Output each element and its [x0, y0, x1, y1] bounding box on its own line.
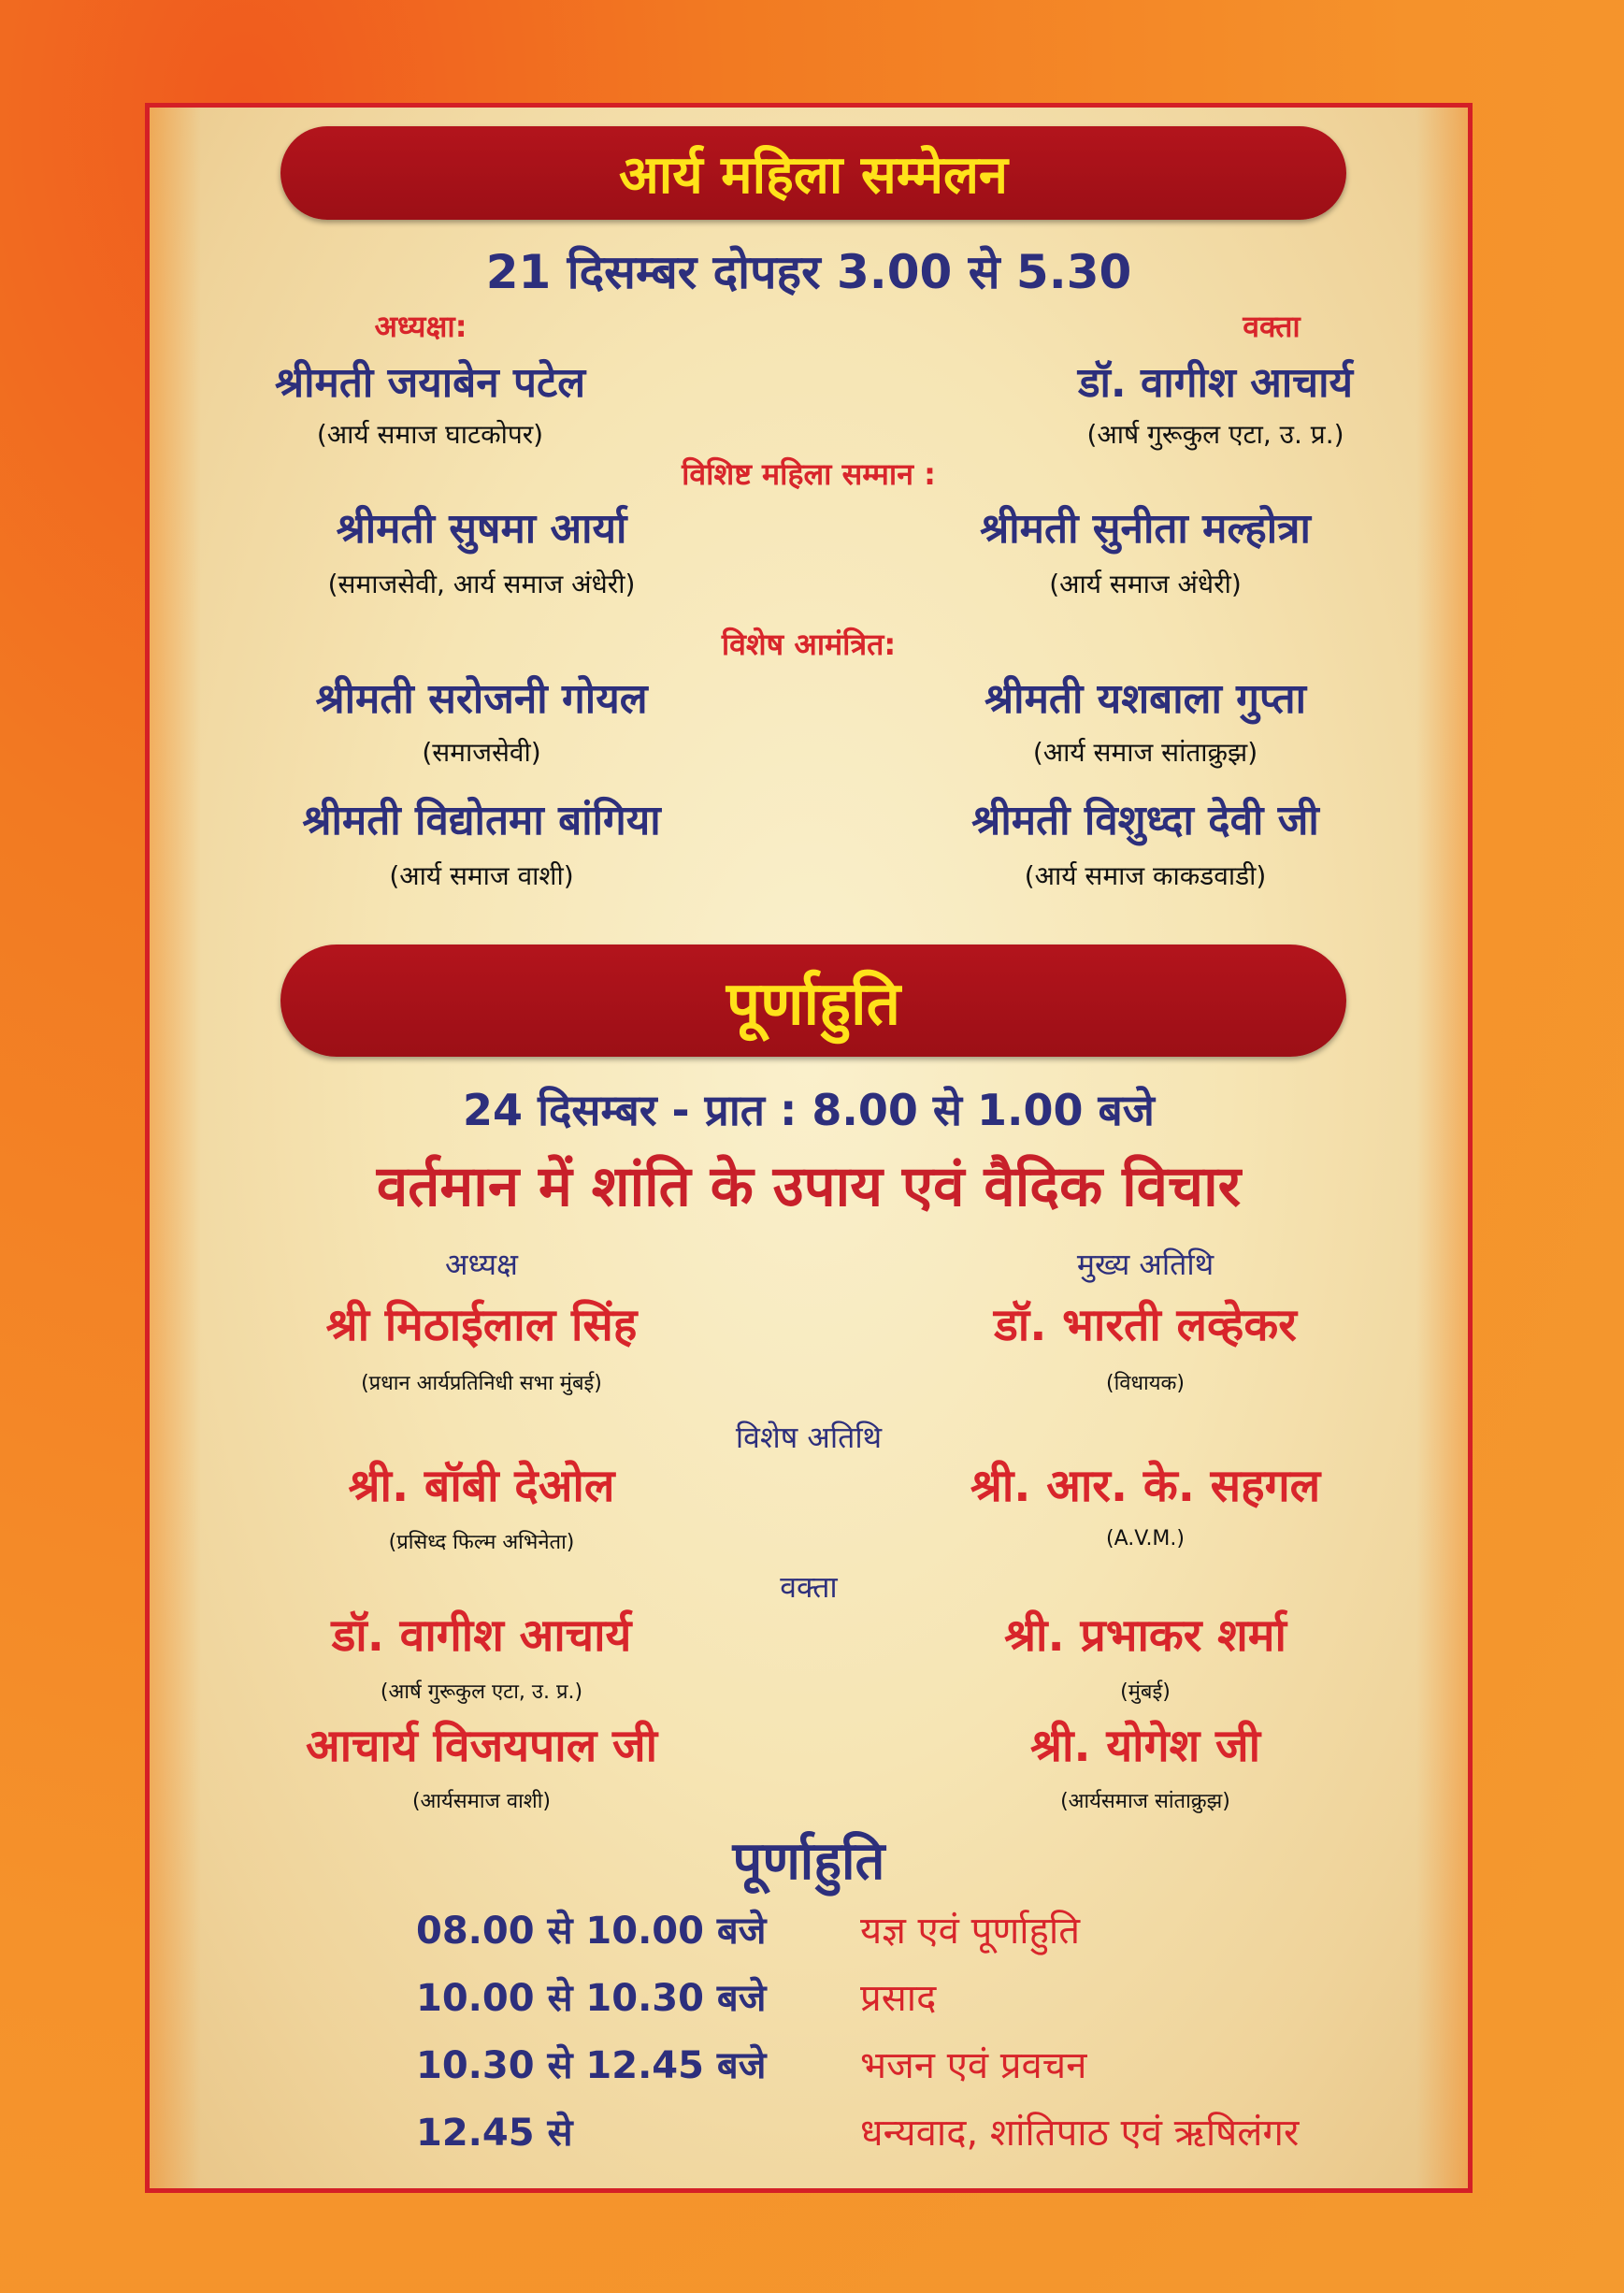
section2-title-banner [280, 945, 1346, 1057]
section2-chief-label: मुख्य अतिथि [1076, 1247, 1214, 1282]
section2-date: 24 दिसम्बर - प्रात : 8.00 से 1.00 बजे [463, 1085, 1155, 1135]
honor-name: श्रीमती सुषमा आर्या [336, 505, 627, 553]
invited-aff: (आर्य समाज काकडवाडी) [1024, 860, 1267, 891]
schedule-activity: यज्ञ एवं पूर्णाहुति [860, 1910, 1081, 1953]
section1-president-label: अध्यक्षा: [374, 309, 467, 344]
schedule-title: पूर्णाहुति [732, 1831, 885, 1892]
speaker-name: आचार्य विजयपाल जी [305, 1720, 658, 1772]
section2-president-name: श्री मिठाईलाल सिंह [325, 1299, 638, 1351]
special-guest-name: श्री. आर. के. सहगल [970, 1460, 1321, 1512]
section1-title: आर्य महिला सम्मेलन [618, 145, 1009, 206]
invited-name: श्रीमती विशुध्दा देवी जी [971, 797, 1319, 844]
speaker-name: श्री. योगेश जी [1029, 1720, 1261, 1772]
schedule-activity: प्रसाद [860, 1977, 937, 2020]
section1-speaker-label: वक्ता [1243, 309, 1301, 344]
section1-invited-label: विशेष आमंत्रित: [721, 627, 897, 662]
section2-title: पूर्णाहुति [726, 969, 901, 1039]
invited-aff: (आर्य समाज वाशी) [389, 860, 574, 891]
schedule-time: 10.00 से 10.30 बजे [416, 1977, 767, 2020]
honor-aff: (आर्य समाज अंधेरी) [1049, 569, 1242, 599]
speaker-aff: (आर्यसमाज वाशी) [411, 1790, 552, 1813]
section2-president-label: अध्यक्ष [445, 1247, 518, 1282]
section1-honor-label: विशिष्ट महिला सम्मान : [682, 456, 936, 492]
invitation-frame [145, 103, 1473, 2193]
section2-special-label: विशेष अतिथि [735, 1420, 883, 1455]
section2-chief-name: डॉ. भारती लव्हेकर [994, 1299, 1297, 1351]
section2-theme: वर्तमान में शांति के उपाय एवं वैदिक विचार [376, 1154, 1242, 1219]
special-guest-aff: (प्रसिध्द फिल्म अभिनेता) [388, 1531, 575, 1554]
section1-president-name: श्रीमती जयाबेन पटेल [274, 359, 586, 407]
invited-aff: (आर्य समाज सांताक्रुझ) [1032, 737, 1258, 768]
schedule-time: 12.45 से [416, 2112, 573, 2155]
schedule-time: 10.30 से 12.45 बजे [416, 2044, 767, 2087]
schedule-time: 08.00 से 10.00 बजे [416, 1910, 767, 1953]
section2-chief-aff: (विधायक) [1106, 1372, 1185, 1395]
speaker-aff: (मुंबई) [1120, 1680, 1171, 1704]
honor-aff: (समाजसेवी, आर्य समाज अंधेरी) [327, 569, 636, 599]
special-guest-name: श्री. बॉबी देओल [348, 1460, 615, 1512]
invited-name: श्रीमती विद्योतमा बांगिया [302, 797, 661, 844]
section2-speakers-label: वक्ता [780, 1569, 838, 1605]
invited-aff: (समाजसेवी) [422, 737, 541, 768]
section1-speaker-name: डॉ. वागीश आचार्य [1077, 359, 1354, 407]
invited-name: श्रीमती यशबाला गुप्ता [984, 675, 1306, 723]
speaker-aff: (आर्ष गुरूकुल एटा, उ. प्र.) [380, 1680, 583, 1704]
speaker-name: डॉ. वागीश आचार्य [331, 1609, 632, 1662]
honor-name: श्रीमती सुनीता मल्होत्रा [980, 505, 1311, 553]
schedule-activity: धन्यवाद, शांतिपाठ एवं ऋषिलंगर [860, 2112, 1300, 2155]
speaker-name: श्री. प्रभाकर शर्मा [1004, 1609, 1286, 1662]
special-guest-aff: (A.V.M.) [1105, 1527, 1185, 1550]
schedule-activity: भजन एवं प्रवचन [860, 2044, 1087, 2087]
speaker-aff: (आर्यसमाज सांताक्रुझ) [1060, 1790, 1230, 1813]
section1-president-aff: (आर्य समाज घाटकोपर) [316, 419, 544, 450]
section2-president-aff: (प्रधान आर्यप्रतिनिधी सभा मुंबई) [361, 1372, 602, 1395]
section1-speaker-aff: (आर्ष गुरूकुल एटा, उ. प्र.) [1086, 419, 1344, 450]
section1-title-banner [280, 126, 1346, 220]
section1-date: 21 दिसम्बर दोपहर 3.00 से 5.30 [485, 245, 1132, 299]
invited-name: श्रीमती सरोजनी गोयल [315, 675, 648, 723]
